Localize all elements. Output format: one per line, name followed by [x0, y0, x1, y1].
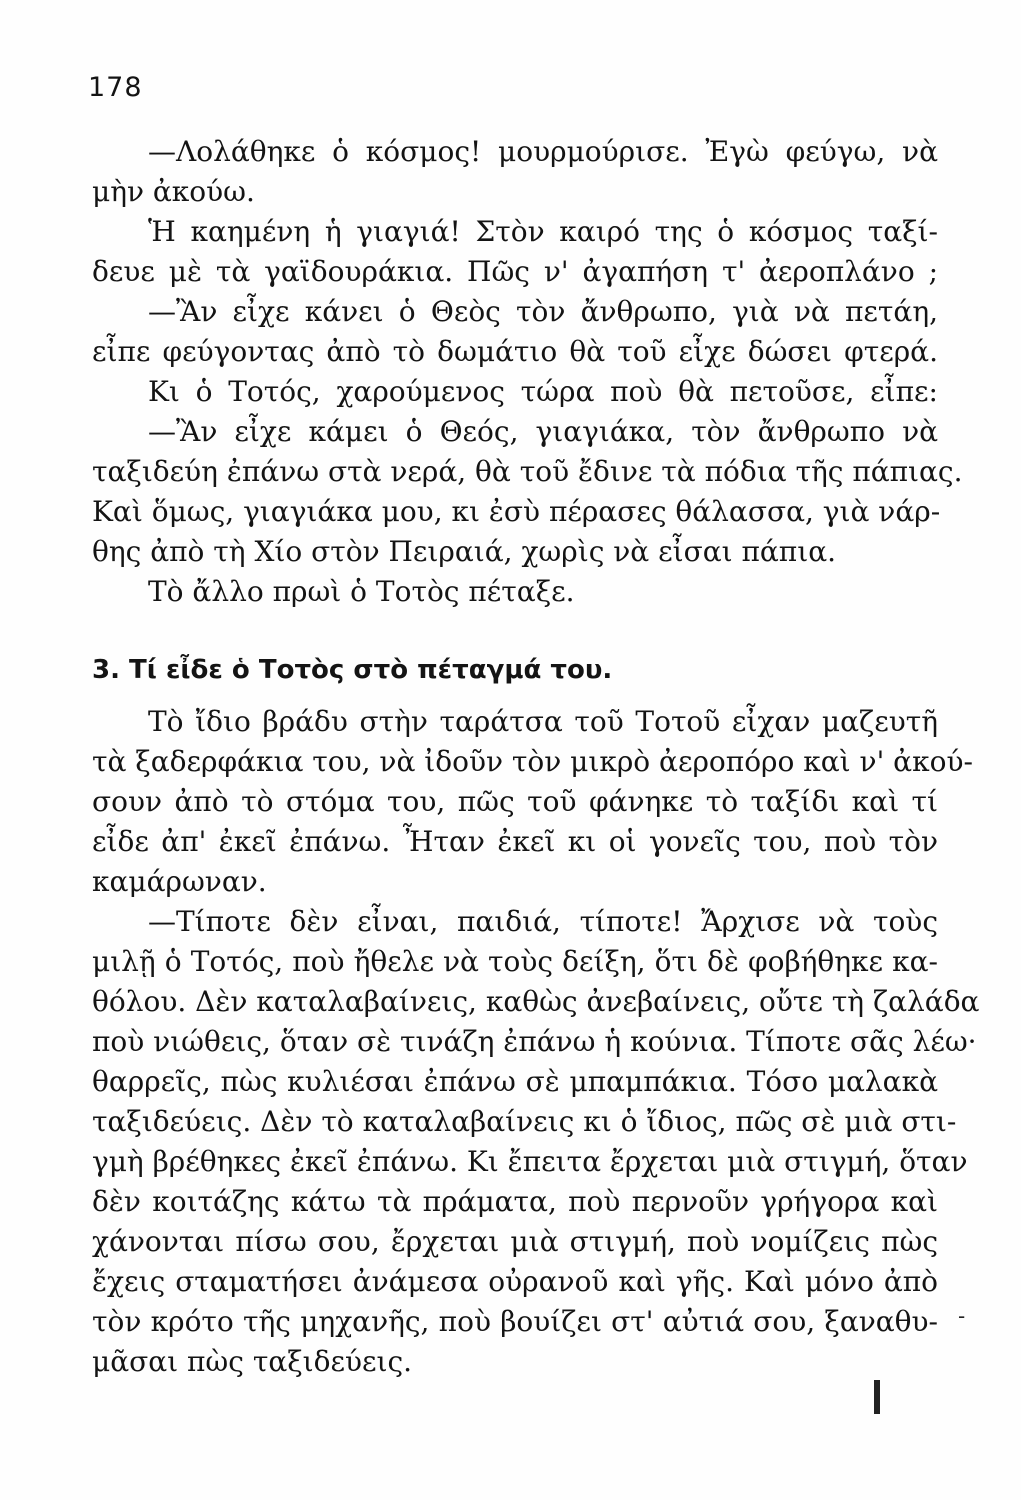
text-line: —Ἂν εἶχε κάμει ὁ Θεός, γιαγιάκα, τὸν ἄνθρωπο νὰ [148, 415, 938, 448]
text-line: μὴν ἀκούω. [92, 175, 255, 208]
text-line: δὲν κοιτάζης κάτω τὰ πράματα, ποὺ περνοῦν γρήγορα καὶ [92, 1185, 938, 1218]
text-line: καμάρωναν. [92, 865, 267, 898]
text-line: ἔχεις σταματήσει ἀνάμεσα οὐρανοῦ καὶ γῆς. Καὶ μόνο ἀπὸ [92, 1265, 938, 1298]
text-line: δευε μὲ τὰ γαϊδουράκια. Πῶς ν' ἀγαπήση τ' ἀεροπλάνο ; [92, 255, 938, 288]
text-line: τὸν κρότο τῆς μηχανῆς, ποὺ βουίζει στ' αὐτιά σου, ξαναθυ- [92, 1305, 938, 1338]
section-2-text [92, 704, 980, 1380]
section-heading: 3. Τί εἶδε ὁ Τοτὸς στὸ πέταγμά του. [92, 655, 613, 685]
text-line: —Τίποτε δὲν εἶναι, παιδιά, τίποτε! Ἄρχισε νὰ τοὺς [148, 905, 938, 938]
margin-stroke-mark [874, 1380, 880, 1414]
text-line: Καὶ ὅμως, γιαγιάκα μου, κι ἐσὺ πέρασες θάλασσα, γιὰ νάρ- [92, 495, 941, 528]
text-line: εἶπε φεύγοντας ἀπὸ τὸ δωμάτιο θὰ τοῦ εἶχε δώσει φτερά. [92, 335, 938, 368]
page-number: 178 [88, 72, 143, 103]
text-line: χάνονται πίσω σου, ἔρχεται μιὰ στιγμή, ποὺ νομίζεις πὼς [92, 1225, 938, 1258]
text-line: Κι ὁ Τοτός, χαρούμενος τώρα ποὺ θὰ πετοῦσε, εἶπε: [148, 375, 938, 408]
text-line: Τὸ ἄλλο πρωὶ ὁ Τοτὸς πέταξε. [148, 575, 575, 608]
text-line: ποὺ νιώθεις, ὅταν σὲ τινάζη ἐπάνω ἡ κούνια. Τίποτε σᾶς λέω· [92, 1025, 977, 1058]
text-line: ταξιδεύεις. Δὲν τὸ καταλαβαίνεις κι ὁ ἴδιος, πῶς σὲ μιὰ στι- [92, 1105, 957, 1138]
section-1-text [92, 134, 963, 610]
text-line: —Ἂν εἶχε κάνει ὁ Θεὸς τὸν ἄνθρωπο, γιὰ νὰ πετάη, [148, 295, 938, 328]
text-line: γμὴ βρέθηκες ἐκεῖ ἐπάνω. Κι ἔπειτα ἔρχεται μιὰ στιγμή, ὅταν [92, 1145, 968, 1178]
text-line: ταξιδεύη ἐπάνω στὰ νερά, θὰ τοῦ ἔδινε τὰ πόδια τῆς πάπιας. [92, 455, 963, 488]
text-line: τὰ ξαδερφάκια του, νὰ ἰδοῦν τὸν μικρὸ ἀεροπόρο καὶ ν' ἀκού- [92, 745, 973, 778]
text-line: Τὸ ἴδιο βράδυ στὴν ταράτσα τοῦ Τοτοῦ εἶχαν μαζευτῆ [148, 705, 938, 738]
text-line: θης ἀπὸ τὴ Χίο στὸν Πειραιά, χωρὶς νὰ εἶσαι πάπια. [92, 535, 836, 568]
margin-dash-mark: - [958, 1304, 966, 1328]
text-line: μᾶσαι πὼς ταξιδεύεις. [92, 1345, 413, 1378]
text-line: —Λολάθηκε ὁ κόσμος! μουρμούρισε. Ἐγὼ φεύγω, νὰ [148, 135, 938, 168]
text-line: θόλου. Δὲν καταλαβαίνεις, καθὼς ἀνεβαίνεις, οὔτε τὴ ζαλάδα [92, 985, 980, 1018]
text-line: Ἡ καημένη ἡ γιαγιά! Στὸν καιρό της ὁ κόσμος ταξί- [148, 215, 938, 248]
text-line: εἶδε ἀπ' ἐκεῖ ἐπάνω. Ἦταν ἐκεῖ κι οἱ γονεῖς του, ποὺ τὸν [92, 825, 938, 858]
text-line: θαρρεῖς, πὼς κυλιέσαι ἐπάνω σὲ μπαμπάκια. Τόσο μαλακὰ [92, 1065, 938, 1098]
text-line: σουν ἀπὸ τὸ στόμα του, πῶς τοῦ φάνηκε τὸ ταξίδι καὶ τί [92, 785, 938, 818]
text-line: μιλῇ ὁ Τοτός, ποὺ ἤθελε νὰ τοὺς δείξη, ὅτι δὲ φοβήθηκε κα- [92, 945, 938, 978]
